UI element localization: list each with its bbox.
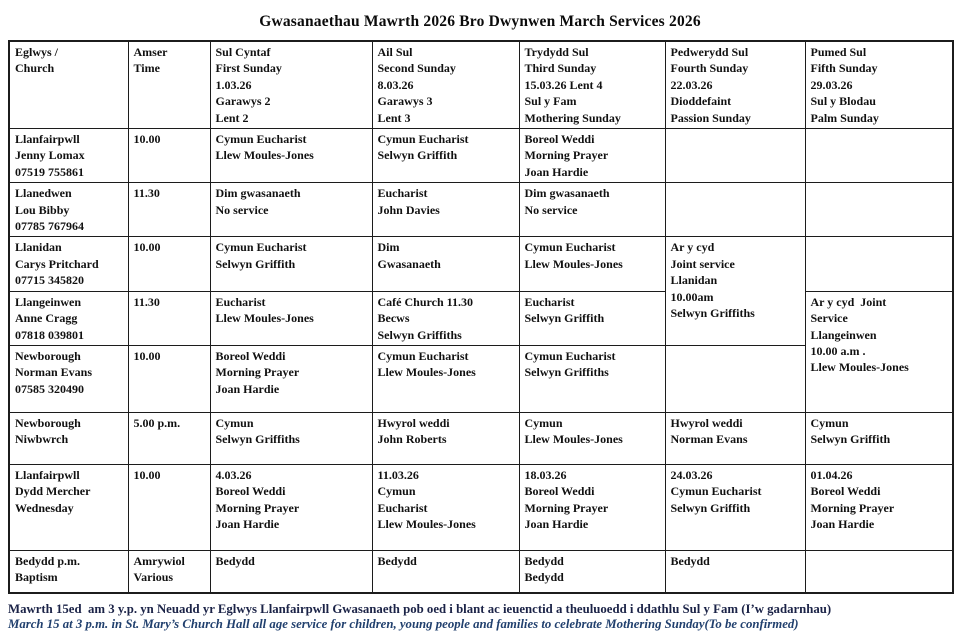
cell-line: Selwyn Griffiths: [215, 432, 300, 447]
table-cell: [805, 464, 953, 550]
cell-line: Ar y cyd: [670, 240, 715, 255]
cell-line: Carys Pritchard: [15, 256, 99, 271]
cell-line: Selwyn Griffiths: [377, 327, 462, 342]
table-cell: [210, 464, 372, 550]
table-cell: [9, 183, 128, 237]
cell-line: Ar y cyd Joint: [810, 294, 887, 309]
cell-line: Bedydd: [670, 553, 710, 568]
cell-line: Cymun Eucharist: [377, 132, 469, 147]
cell-line: Boreol Weddi: [215, 484, 286, 499]
cell-line: Various: [133, 570, 174, 585]
cell-line: Lent 3: [377, 110, 411, 125]
table-cell: [9, 345, 128, 412]
cell-line: 18.03.26: [524, 467, 567, 482]
table-cell: [372, 345, 519, 412]
table-cell: [372, 464, 519, 550]
cell-line: Boreol Weddi: [524, 484, 595, 499]
table-cell: [210, 550, 372, 593]
header-cell: [519, 41, 665, 129]
cell-line: Dim gwasanaeth: [215, 186, 301, 201]
cell-line: Llew Moules-Jones: [215, 311, 314, 326]
cell-line: 5.00 p.m.: [133, 415, 181, 430]
cell-line: Boreol Weddi: [810, 484, 881, 499]
cell-line: Selwyn Griffith: [215, 256, 296, 271]
cell-line: Niwbwrch: [15, 432, 69, 447]
cell-line: 11.03.26: [377, 467, 419, 482]
table-cell: [519, 129, 665, 183]
cell-line: Selwyn Griffith: [377, 148, 458, 163]
table-cell: [665, 183, 805, 237]
cell-line: Jenny Lomax: [15, 148, 85, 163]
cell-line: Cymun: [215, 415, 254, 430]
cell-line: 10.00 a.m .: [810, 343, 866, 358]
table-cell: [805, 183, 953, 237]
header-cell: [665, 41, 805, 129]
cell-line: Llanfairpwll: [15, 467, 80, 482]
table-header: [9, 41, 953, 129]
cell-line: 10.00am: [670, 289, 714, 304]
cell-line: Llew Moules-Jones: [377, 365, 476, 380]
footer-notes: [8, 602, 960, 632]
services-table: [8, 40, 954, 594]
cell-line: 11.30: [133, 186, 160, 201]
cell-line: Becws: [377, 311, 410, 326]
cell-line: 29.03.26: [810, 77, 853, 92]
table-cell: [519, 550, 665, 593]
cell-line: Llew Moules-Jones: [215, 148, 314, 163]
table-cell: [210, 345, 372, 412]
cell-line: Cymun Eucharist: [524, 240, 616, 255]
table-cell: [372, 550, 519, 593]
table-row: [9, 129, 953, 183]
cell-line: No service: [215, 202, 269, 217]
table-cell: [128, 345, 210, 412]
cell-line: Selwyn Griffith: [670, 500, 751, 515]
table-cell: [128, 550, 210, 593]
cell-line: Fourth Sunday: [670, 61, 749, 76]
cell-line: Dydd Mercher: [15, 484, 91, 499]
table-cell: [805, 550, 953, 593]
table-cell: [519, 237, 665, 291]
cell-line: Dim gwasanaeth: [524, 186, 610, 201]
cell-line: Fifth Sunday: [810, 61, 878, 76]
cell-line: Selwyn Griffiths: [524, 365, 609, 380]
table-body: [9, 129, 953, 594]
table-cell: [372, 237, 519, 291]
cell-line: Llangeinwen: [15, 294, 82, 309]
cell-line: No service: [524, 202, 578, 217]
table-cell: [665, 345, 805, 412]
table-cell: [805, 291, 953, 412]
table-cell: [9, 291, 128, 345]
cell-line: 07519 755861: [15, 164, 84, 179]
cell-line: Morning Prayer: [810, 500, 895, 515]
table-cell: [210, 183, 372, 237]
table-cell: [519, 183, 665, 237]
cell-line: 15.03.26 Lent 4: [524, 77, 603, 92]
cell-line: Bedydd: [215, 553, 255, 568]
table-row: [9, 412, 953, 464]
cell-line: Sul y Blodau: [810, 94, 876, 109]
cell-line: Eucharist: [524, 294, 575, 309]
cell-line: Ail Sul: [377, 45, 413, 59]
cell-line: Selwyn Griffith: [810, 432, 891, 447]
cell-line: Mothering Sunday: [524, 110, 621, 125]
cell-line: 24.03.26: [670, 467, 713, 482]
cell-line: Lent 2: [215, 110, 249, 125]
cell-line: Cymun Eucharist: [377, 348, 469, 363]
cell-line: Garawys 2: [215, 94, 271, 109]
cell-line: Lou Bibby: [15, 202, 70, 217]
cell-line: Morning Prayer: [524, 500, 609, 515]
table-cell: [128, 129, 210, 183]
table-cell: [665, 550, 805, 593]
cell-line: Norman Evans: [15, 365, 93, 380]
cell-line: Bedydd: [524, 553, 564, 568]
cell-line: Llanidan: [15, 240, 62, 255]
cell-line: Cymun Eucharist: [215, 132, 307, 147]
cell-line: Amrywiol: [133, 553, 185, 568]
cell-line: Pedwerydd Sul: [670, 45, 749, 59]
cell-line: Hwyrol weddi: [670, 415, 743, 430]
cell-line: Bedydd: [377, 553, 417, 568]
cell-line: Morning Prayer: [215, 365, 300, 380]
cell-line: 4.03.26: [215, 467, 252, 482]
cell-line: 10.00: [133, 467, 161, 482]
cell-line: Pumed Sul: [810, 45, 867, 59]
cell-line: Time: [133, 61, 160, 76]
table-cell: [9, 412, 128, 464]
cell-line: 10.00: [133, 240, 161, 255]
table-cell: [372, 291, 519, 345]
table-cell: [372, 183, 519, 237]
table-cell: [210, 412, 372, 464]
table-row: [9, 464, 953, 550]
cell-line: Dioddefaint: [670, 94, 732, 109]
header-cell: [128, 41, 210, 129]
cell-line: 10.00: [133, 348, 161, 363]
cell-line: First Sunday: [215, 61, 282, 76]
cell-line: Café Church 11.30: [377, 294, 473, 309]
cell-line: Anne Cragg: [15, 311, 78, 326]
cell-line: 07818 039801: [15, 327, 84, 342]
cell-line: Trydydd Sul: [524, 45, 589, 59]
header-row: [9, 41, 953, 129]
cell-line: Morning Prayer: [524, 148, 609, 163]
table-cell: [519, 345, 665, 412]
cell-line: 07585 320490: [15, 381, 84, 396]
header-cell: [805, 41, 953, 129]
cell-line: Second Sunday: [377, 61, 456, 76]
cell-line: Cymun Eucharist: [670, 484, 762, 499]
cell-line: Cymun: [377, 484, 416, 499]
cell-line: Joan Hardie: [810, 517, 875, 532]
cell-line: Newborough: [15, 415, 81, 430]
table-row: [9, 291, 953, 345]
cell-line: Morning Prayer: [215, 500, 300, 515]
cell-line: Gwasanaeth: [377, 256, 441, 271]
table-cell: [372, 412, 519, 464]
cell-line: Llangeinwen: [810, 327, 877, 342]
cell-line: Eucharist: [377, 500, 428, 515]
cell-line: Service: [810, 311, 848, 326]
cell-line: Llanedwen: [15, 186, 72, 201]
cell-line: Dim: [377, 240, 400, 255]
cell-line: Cymun Eucharist: [215, 240, 307, 255]
table-cell: [9, 237, 128, 291]
cell-line: 22.03.26: [670, 77, 713, 92]
footer-note-english: March 15 at 3 p.m. in St. Mary’s Church Hall all age service for children, young people and families to celebrate Mothering Sunday(To be confirmed): [8, 617, 799, 632]
table-cell: [665, 129, 805, 183]
table-cell: [9, 464, 128, 550]
cell-line: Llew Moules-Jones: [524, 432, 623, 447]
cell-line: Joan Hardie: [524, 164, 589, 179]
header-cell: [9, 41, 128, 129]
cell-line: Selwyn Griffiths: [670, 306, 755, 321]
cell-line: Boreol Weddi: [215, 348, 286, 363]
cell-line: Sul y Fam: [524, 94, 577, 109]
cell-line: Llanfairpwll: [15, 132, 80, 147]
cell-line: Hwyrol weddi: [377, 415, 450, 430]
header-cell: [372, 41, 519, 129]
table-cell: [665, 464, 805, 550]
table-cell: [519, 464, 665, 550]
table-row: [9, 550, 953, 593]
cell-line: Garawys 3: [377, 94, 433, 109]
cell-line: John Davies: [377, 202, 440, 217]
table-cell: [805, 237, 953, 291]
table-cell: [210, 291, 372, 345]
cell-line: Eucharist: [377, 186, 428, 201]
cell-line: Joan Hardie: [524, 517, 589, 532]
cell-line: Newborough: [15, 348, 81, 363]
table-cell: [372, 129, 519, 183]
cell-line: Cymun: [524, 415, 563, 430]
cell-line: John Roberts: [377, 432, 447, 447]
cell-line: Sul Cyntaf: [215, 45, 271, 59]
table-cell: [210, 129, 372, 183]
cell-line: Bedydd p.m.: [15, 553, 81, 568]
table-cell: [128, 183, 210, 237]
cell-line: Eglwys /: [15, 45, 59, 59]
cell-line: Palm Sunday: [810, 110, 879, 125]
cell-line: 01.04.26: [810, 467, 853, 482]
table-cell: [665, 412, 805, 464]
table-cell: [665, 237, 805, 345]
cell-line: Baptism: [15, 570, 58, 585]
page-title: Gwasanaethau Mawrth 2026 Bro Dwynwen March Services 2026: [259, 13, 701, 30]
cell-line: 1.03.26: [215, 77, 252, 92]
cell-line: Boreol Weddi: [524, 132, 595, 147]
cell-line: Llew Moules-Jones: [524, 256, 623, 271]
table-cell: [519, 291, 665, 345]
cell-line: 8.03.26: [377, 77, 414, 92]
cell-line: Church: [15, 61, 55, 76]
cell-line: Amser: [133, 45, 168, 59]
cell-line: 07715 345820: [15, 273, 84, 288]
table-cell: [128, 237, 210, 291]
table-cell: [210, 237, 372, 291]
table-row: [9, 183, 953, 237]
cell-line: Third Sunday: [524, 61, 597, 76]
cell-line: Llew Moules-Jones: [377, 517, 476, 532]
cell-line: 11.30: [133, 294, 160, 309]
cell-line: Joint service: [670, 256, 735, 271]
cell-line: Norman Evans: [670, 432, 748, 447]
table-row: [9, 237, 953, 291]
cell-line: Joan Hardie: [215, 381, 280, 396]
cell-line: 10.00: [133, 132, 161, 147]
table-cell: [9, 550, 128, 593]
cell-line: Joan Hardie: [215, 517, 280, 532]
table-cell: [9, 129, 128, 183]
table-cell: [805, 129, 953, 183]
cell-line: Cymun: [810, 415, 849, 430]
cell-line: Wednesday: [15, 500, 74, 515]
table-cell: [805, 412, 953, 464]
header-cell: [210, 41, 372, 129]
cell-line: Selwyn Griffith: [524, 311, 605, 326]
table-cell: [128, 291, 210, 345]
table-cell: [128, 464, 210, 550]
table-cell: [519, 412, 665, 464]
table-cell: [128, 412, 210, 464]
cell-line: Bedydd: [524, 570, 564, 585]
cell-line: Eucharist: [215, 294, 266, 309]
cell-line: Cymun Eucharist: [524, 348, 616, 363]
cell-line: Llanidan: [670, 273, 718, 288]
footer-note-welsh: Mawrth 15ed am 3 y.p. yn Neuadd yr Eglwys Llanfairpwll Gwasanaeth pob oed i blant ac ieuenctid a theuluoedd i ddathlu Sul y Fam (I’w gadarnhau): [8, 602, 832, 617]
cell-line: 07785 767964: [15, 219, 84, 234]
cell-line: Passion Sunday: [670, 110, 751, 125]
cell-line: Llew Moules-Jones: [810, 360, 909, 375]
